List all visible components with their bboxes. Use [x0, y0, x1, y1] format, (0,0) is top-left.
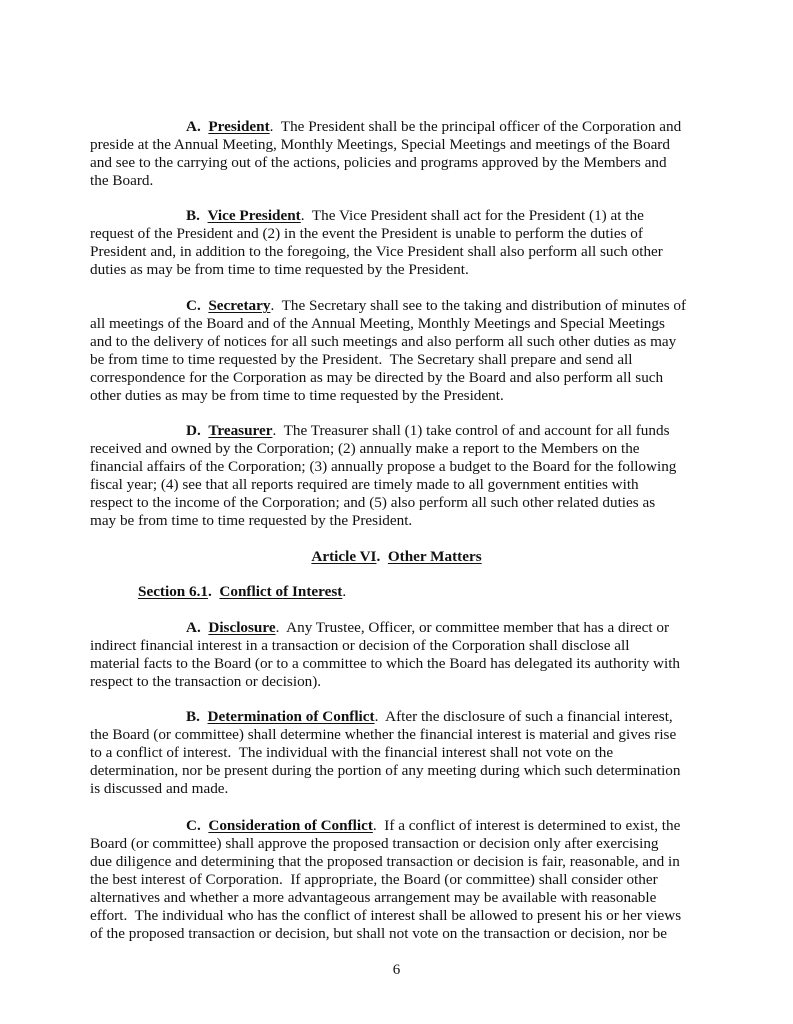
- line-text: other duties as may be from time to time requested by the President.: [90, 387, 504, 404]
- line-text: alternatives and whether a more advantageous arrangement may be available with reasonable: [90, 889, 657, 906]
- section-end: .: [342, 583, 347, 600]
- line-text: . The Treasurer shall (1) take control of and account for all funds: [272, 422, 670, 439]
- line-text: received and owned by the Corporation; (2) annually make a report to the Members on the: [90, 440, 640, 457]
- item-title: Vice President: [207, 207, 301, 224]
- paragraph-first-line: [186, 118, 681, 136]
- line-text: President and, in addition to the foregoing, the Vice President shall also perform all such other: [90, 243, 663, 260]
- line-text: duties as may be from time to time requested by the President.: [90, 261, 469, 278]
- line-text: . If a conflict of interest is determined to exist, the: [372, 817, 681, 834]
- item-letter: A.: [186, 619, 201, 636]
- line-text: of the proposed transaction or decision, but shall not vote on the transaction or decision, nor be: [90, 925, 667, 942]
- section-number: Section 6.1: [138, 583, 209, 600]
- paragraph-first-line: [186, 817, 680, 835]
- line-text: and see to the carrying out of the actions, policies and programs approved by the Members and: [90, 154, 667, 171]
- line-text: fiscal year; (4) see that all reports required are timely made to all government entities with: [90, 476, 639, 493]
- line-text: respect to the income of the Corporation; and (5) also perform all such other related duties as: [90, 494, 656, 511]
- line-text: correspondence for the Corporation as may be directed by the Board and also perform all such: [90, 369, 664, 386]
- line-text: and to the delivery of notices for all such meetings and also perform all such other duties as may: [90, 333, 677, 350]
- line-text: the Board (or committee) shall determine whether the financial interest is material and gives rise: [90, 726, 677, 743]
- item-letter: C.: [186, 817, 201, 834]
- section-title: Conflict of Interest: [219, 583, 343, 600]
- item-title: Determination of Conflict: [207, 708, 375, 725]
- item-title: Consideration of Conflict: [208, 817, 373, 834]
- item-letter: A.: [186, 118, 201, 135]
- section-separator: .: [208, 583, 220, 600]
- item-letter: C.: [186, 297, 201, 314]
- line-text: respect to the transaction or decision).: [90, 673, 322, 690]
- line-text: determination, nor be present during the portion of any meeting during which such determination: [90, 762, 681, 779]
- line-text: all meetings of the Board and of the Annual Meeting, Monthly Meetings and Special Meetings: [90, 315, 665, 332]
- paragraph-first-line: [186, 297, 686, 315]
- line-text: . The Vice President shall act for the President (1) at the: [300, 207, 644, 224]
- article-heading: [0, 548, 793, 566]
- article-title: Other Matters: [387, 548, 482, 565]
- line-text: . After the disclosure of such a financial interest,: [374, 708, 673, 725]
- item-title: Treasurer: [208, 422, 273, 439]
- item-title: President: [208, 118, 270, 135]
- line-text: the best interest of Corporation. If appropriate, the Board (or committee) shall consider other: [90, 871, 658, 888]
- page-number: 6: [392, 962, 401, 978]
- line-text: Board (or committee) shall approve the proposed transaction or decision only after exercising: [90, 835, 659, 852]
- line-text: preside at the Annual Meeting, Monthly Meetings, Special Meetings and meetings of the Board: [90, 136, 670, 153]
- item-letter: B.: [186, 207, 200, 224]
- line-text: may be from time to time requested by the President.: [90, 512, 413, 529]
- item-title: Secretary: [208, 297, 271, 314]
- paragraph-first-line: [186, 207, 644, 225]
- line-text: . The Secretary shall see to the taking and distribution of minutes of: [270, 297, 687, 314]
- article-separator: .: [376, 548, 388, 565]
- line-text: to a conflict of interest. The individual with the financial interest shall not vote on the: [90, 744, 614, 761]
- paragraph-first-line: [186, 422, 669, 440]
- line-text: is discussed and made.: [90, 780, 229, 797]
- section-heading: [138, 583, 346, 601]
- line-text: request of the President and (2) in the event the President is unable to perform the duties of: [90, 225, 643, 242]
- item-title: Disclosure: [208, 619, 276, 636]
- line-text: financial affairs of the Corporation; (3) annually propose a budget to the Board for the following: [90, 458, 677, 475]
- line-text: . The President shall be the principal officer of the Corporation and: [269, 118, 682, 135]
- item-letter: B.: [186, 708, 200, 725]
- line-text: be from time to time requested by the President. The Secretary shall prepare and send all: [90, 351, 633, 368]
- line-text: effort. The individual who has the conflict of interest shall be allowed to present his or her views: [90, 907, 682, 924]
- paragraph-first-line: [186, 708, 673, 726]
- line-text: . Any Trustee, Officer, or committee member that has a direct or: [275, 619, 670, 636]
- paragraph-first-line: [186, 619, 669, 637]
- line-text: material facts to the Board (or to a committee to which the Board has delegated its authority with: [90, 655, 681, 672]
- item-letter: D.: [186, 422, 201, 439]
- line-text: indirect financial interest in a transaction or decision of the Corporation shall disclose all: [90, 637, 630, 654]
- article-number: Article VI: [311, 548, 377, 565]
- line-text: the Board.: [90, 172, 154, 189]
- line-text: due diligence and determining that the proposed transaction or decision is fair, reasonable, and in: [90, 853, 680, 870]
